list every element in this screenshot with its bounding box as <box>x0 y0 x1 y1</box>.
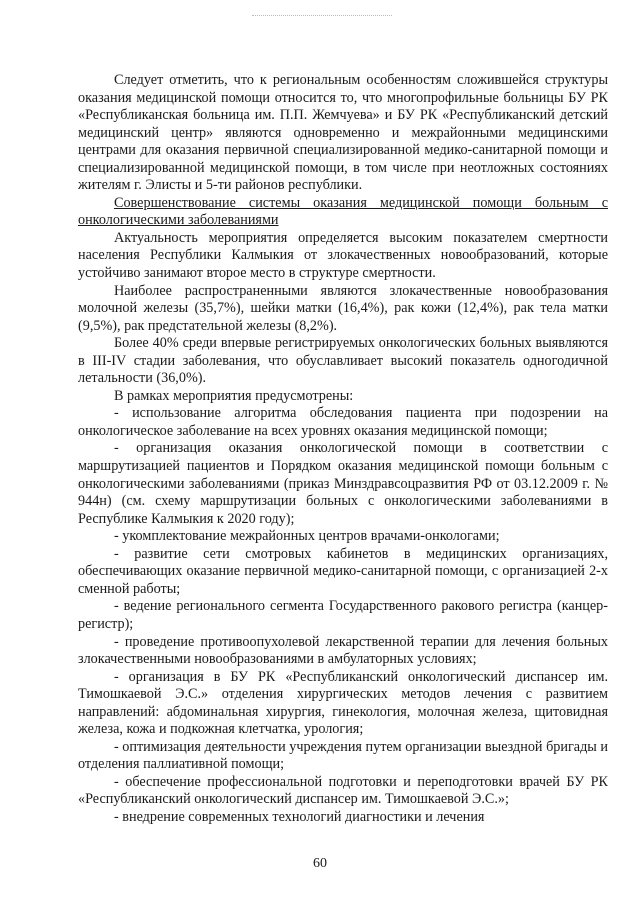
header-scan-marks <box>252 15 392 20</box>
document-body <box>78 72 608 827</box>
paragraph-regional-features: Следует отметить, что к региональным особенностям сложившейся структуры оказания медицинской помощи относится то, что многопрофильные больницы БУ РК «Республиканская больница им. П.П. Жемчуева» и БУ РК «Республиканский детский медицинский центр» являются одновременно и межрайонными медицинскими центрами для оказания первичной специализированной медико-санитарной помощи и специализированной медицинской помощи, в том числе при неотложных состояниях жителям г. Элисты и 5-ти районов республики. <box>78 72 608 194</box>
list-item-palliative: - оптимизация деятельности учреждения путем организации выездной бригады и отделения паллиативной помощи; <box>78 738 608 773</box>
list-item-algorithm: - использование алгоритма обследования пациента при подозрении на онкологическое заболевание на всех уровнях оказания медицинской помощи; <box>78 405 608 439</box>
paragraph-measures-intro: В рамках мероприятия предусмотрены: <box>114 387 354 404</box>
list-item-drug-therapy: - проведение противоопухолевой лекарственной терапии для лечения больных злокачественными новообразованиями в амбулаторных условиях; <box>78 633 608 668</box>
list-item-screening-rooms: - развитие сети смотровых кабинетов в медицинских организациях, обеспечивающих оказание первичной медико-санитарной помощи, с организацией 2-х сменной работы; <box>78 545 608 597</box>
paragraph-common-neoplasms: Наиболее распространенными являются злокачественные новообразования молочной железы (35,7%), шейки матки (16,4%), рак кожи (12,4%), рак тела матки (9,5%), рак предстательной железы (8,2%). <box>78 282 608 334</box>
list-item-training: - обеспечение профессиональной подготовки и переподготовки врачей БУ РК «Республиканский онкологический диспансер им. Тимошкаевой Э.С.»; <box>78 773 608 808</box>
paragraph-relevance: Актуальность мероприятия определяется высоким показателем смертности населения Республики Калмыкия от злокачественных новообразований, которые устойчиво занимают второе место в структуре смертности. <box>78 229 608 282</box>
section-heading: Совершенствование системы оказания медицинской помощи больным с онкологическими заболеваниями <box>78 194 608 229</box>
list-item-cancer-registry: - ведение регионального сегмента Государственного ракового регистра (канцер-регистр); <box>78 598 608 632</box>
paragraph-late-stage: Более 40% среди впервые регистрируемых онкологических больных выявляются в III-IV стадии заболевания, что обуславливает высокий показатель одногодичной летальности (36,0%). <box>78 335 608 387</box>
list-item-technologies: - внедрение современных технологий диагностики и лечения <box>114 808 485 825</box>
list-item-surgery-department: - организация в БУ РК «Республиканский онкологический диспансер им. Тимошкаевой Э.С.» отделения хирургических методов лечения с развитием направлений: абдоминальная хирургия, гинекология, молочная железа, щитовидная железа, кожа и подкожная клетчатка, урология; <box>78 668 608 738</box>
list-item-staffing: - укомплектование межрайонных центров врачами-онкологами; <box>114 528 500 545</box>
list-item-routing: - организация оказания онкологической помощи в соответствии с маршрутизацией пациентов и Порядком оказания медицинской помощи больным с онкологическими заболеваниями (приказ Минздравсоцразвития РФ от 03.12.2009 г. № 944н) (см. схему маршрутизации больных с онкологическими заболеваниями в Республике Калмыкия к 2020 году); <box>78 440 608 527</box>
page-number: 60 <box>313 856 327 871</box>
